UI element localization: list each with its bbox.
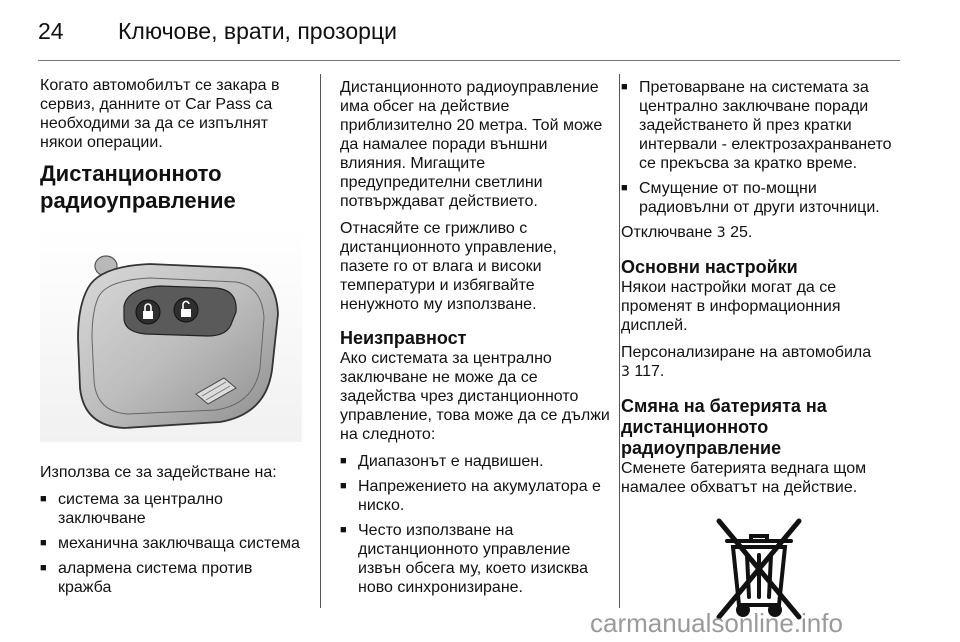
column-3 <box>621 78 911 628</box>
remote-heading: Дистанционното радиоуправление <box>40 161 236 213</box>
page-ref-arrow-icon: 3 <box>716 225 726 241</box>
battery-paragraph: Сменете батерията веднага щом намалее обхватът на действие. <box>621 460 867 496</box>
fault-heading: Неизправност <box>340 328 467 348</box>
list-item: ■ Напрежението на акумулатора е ниско. <box>340 477 610 515</box>
section-title: Ключове, врати, прозорци <box>118 18 397 44</box>
list-item: ■ Смущение от по-мощни радиовълни от други източници. <box>621 179 911 217</box>
watermark: carmanualsonline.info <box>590 608 843 638</box>
care-paragraph: Отнасяйте се грижливо с дистанционното управление, пазете го от влага и високи температури и избягвайте ненужното му използване. <box>340 220 557 313</box>
range-paragraph: Дистанционното радиоуправление има обсег на действие приблизително 20 метра. Той може да намалее поради външни влияния. Мигащите предупредителни светлини потвърждават действието. <box>340 79 603 210</box>
basic-settings-paragraph: Някои настройки могат да се променят в информационния дисплей. <box>621 279 841 334</box>
personalization-reference <box>621 343 911 382</box>
column-2 <box>340 78 610 603</box>
unlock-text: Отключване <box>621 224 713 241</box>
fault-list-continued <box>621 78 911 217</box>
unlock-ref-link[interactable]: 25. <box>730 224 753 241</box>
column-divider <box>320 74 321 608</box>
battery-heading: Смяна на батерията на дистанционното радиоуправление <box>621 396 827 458</box>
page-header <box>38 18 918 58</box>
list-item: ■ система за централно заключване <box>40 490 308 528</box>
header-rule <box>38 60 900 61</box>
use-text: Използва се за задействане на: <box>40 464 277 481</box>
use-list <box>40 490 308 597</box>
column-1 <box>40 76 308 603</box>
page-ref-arrow-icon: 3 <box>621 364 630 380</box>
personal-ref-link[interactable]: 117. <box>634 363 665 380</box>
list-item: ■ Често използване на дистанционното управление извън обсега му, което изисква ново синхронизиране. <box>340 521 610 597</box>
basic-settings-heading: Основни настройки <box>621 257 798 277</box>
personal-text: Персонализиране на автомобила <box>621 344 872 361</box>
list-item: ■ алармена система против кражба <box>40 559 308 597</box>
list-item: ■ Претоварване на системата за централно заключване поради задействането й през кратки интервали - електрозахранването се прекъсва за кратко време. <box>621 78 911 173</box>
intro-paragraph: Когато автомобилът се закара в сервиз, данните от Car Pass са необходими за да се изпълнят някои операции. <box>40 77 280 151</box>
list-item: ■ Диапазонът е надвишен. <box>340 452 610 471</box>
fault-paragraph: Ако системата за централно заключване не може да се задейства чрез дистанционното управление, това може да се дължи на следното: <box>340 350 610 443</box>
flip-key-remote-image <box>40 228 302 442</box>
page-number: 24 <box>38 18 64 44</box>
list-item: ■ механична заключваща система <box>40 534 308 553</box>
crossed-out-wheelie-bin-icon <box>709 513 809 623</box>
column-divider <box>619 74 620 608</box>
unlock-reference <box>621 223 911 243</box>
fault-list <box>340 452 610 597</box>
